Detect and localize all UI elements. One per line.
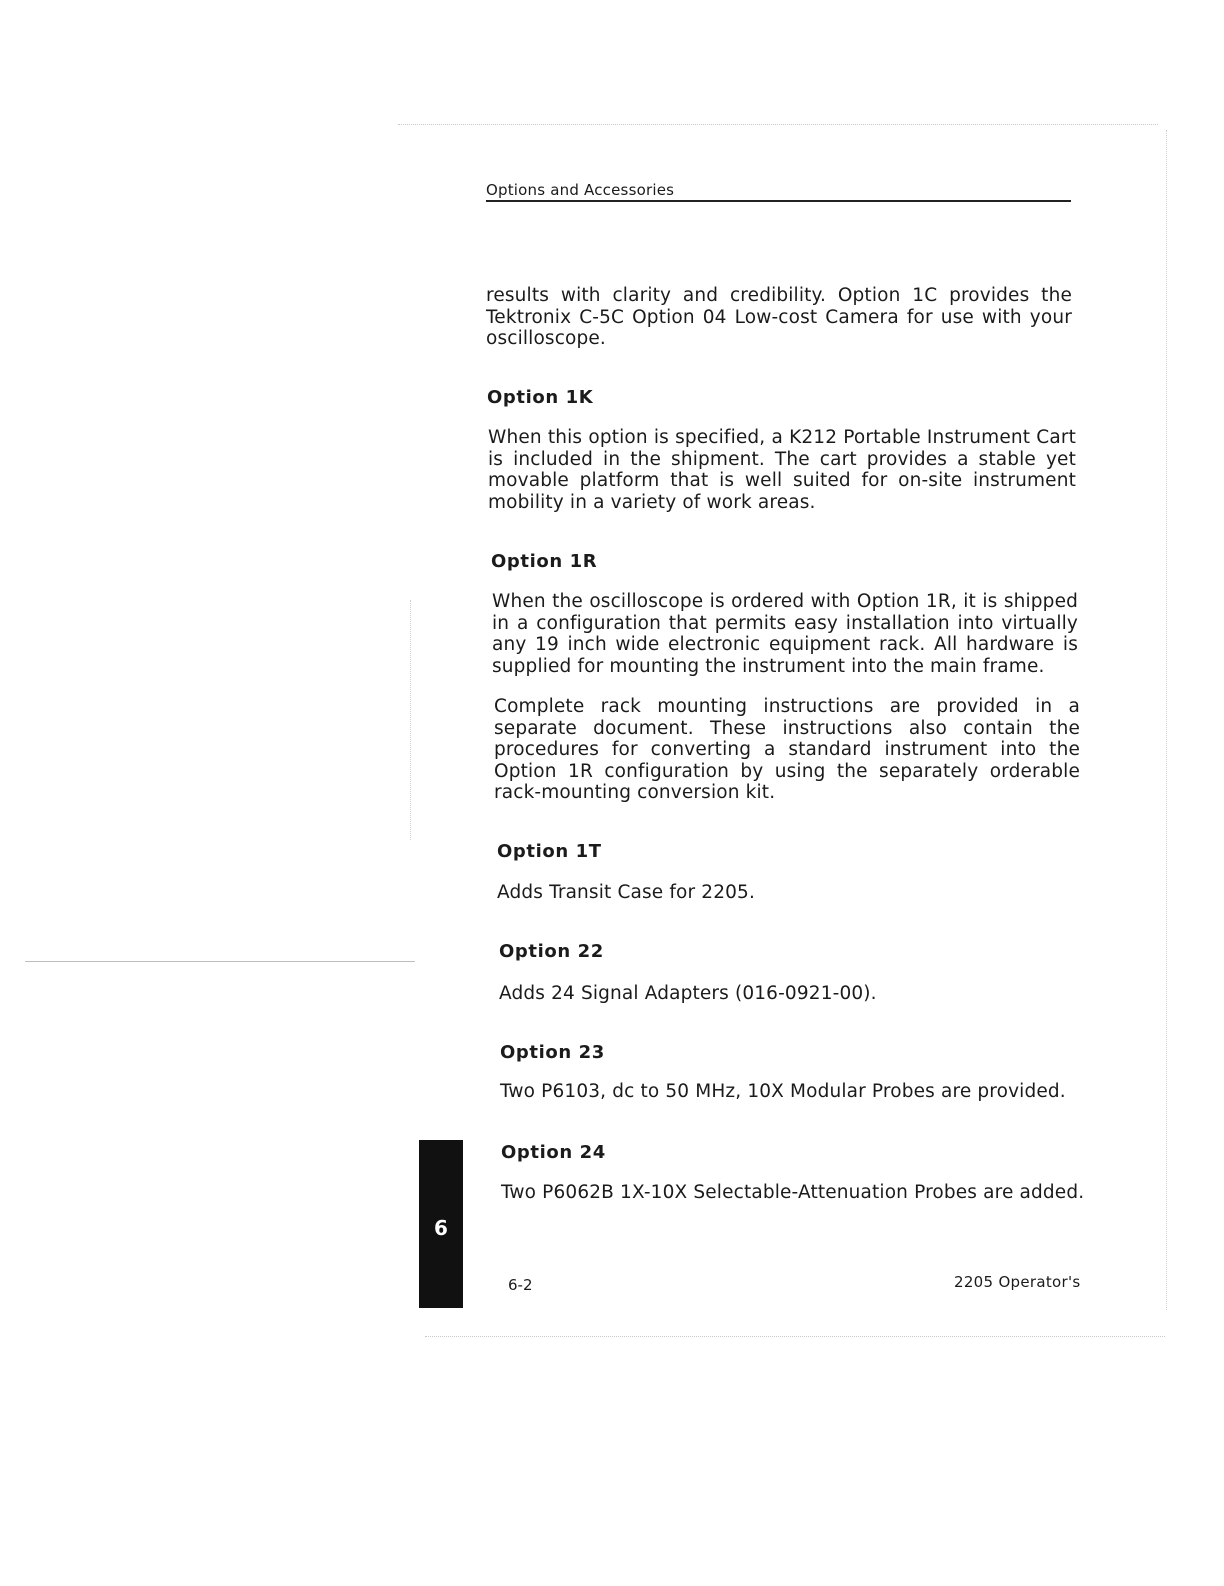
- page-number: 6-2: [508, 1276, 533, 1294]
- heading-option-22: Option 22: [499, 941, 604, 962]
- paragraph-option-1t: Adds Transit Case for 2205.: [497, 882, 755, 903]
- scan-edge-bottom: [425, 1336, 1165, 1337]
- heading-option-1t: Option 1T: [497, 841, 602, 862]
- paragraph-option-1k: When this option is specified, a K212 Portable Instrument Cart is included in the shipment. The cart provides a stable yet movable platform that is well suited for on-site instrument mobility in a variety of work areas.: [488, 427, 1076, 513]
- paragraph-option-24: Two P6062B 1X-10X Selectable-Attenuation Probes are added.: [501, 1182, 1085, 1203]
- intro-paragraph: results with clarity and credibility. Option 1C provides the Tektronix C-5C Option 04 Low-cost Camera for use with your oscilloscope.: [486, 285, 1072, 349]
- heading-option-24: Option 24: [501, 1142, 606, 1163]
- chapter-tab-number: 6: [434, 1216, 448, 1240]
- paragraph-option-22: Adds 24 Signal Adapters (016-0921-00).: [499, 983, 877, 1004]
- paragraph-option-23: Two P6103, dc to 50 MHz, 10X Modular Probes are provided.: [500, 1081, 1066, 1102]
- chapter-tab: [419, 1140, 463, 1308]
- running-head: Options and Accessories: [486, 181, 1071, 202]
- scan-edge-right: [1166, 130, 1167, 1310]
- scan-edge-left-mid: [25, 961, 415, 962]
- paragraph-option-1r-1: When the oscilloscope is ordered with Option 1R, it is shipped in a configuration that permits easy installation into virtually any 19 inch wide electronic equipment rack. All hardware is supplied for mounting the instrument into the main frame.: [492, 591, 1078, 677]
- manual-title: 2205 Operator's: [954, 1273, 1081, 1291]
- heading-option-1k: Option 1K: [487, 387, 594, 408]
- heading-option-1r: Option 1R: [491, 551, 598, 572]
- scan-edge-left: [410, 600, 411, 840]
- heading-option-23: Option 23: [500, 1042, 605, 1063]
- paragraph-option-1r-2: Complete rack mounting instructions are provided in a separate document. These instructions also contain the procedures for converting a standard instrument into the Option 1R configuration by using the separately orderable rack-mounting conversion kit.: [494, 696, 1080, 803]
- scan-edge-top: [398, 124, 1158, 125]
